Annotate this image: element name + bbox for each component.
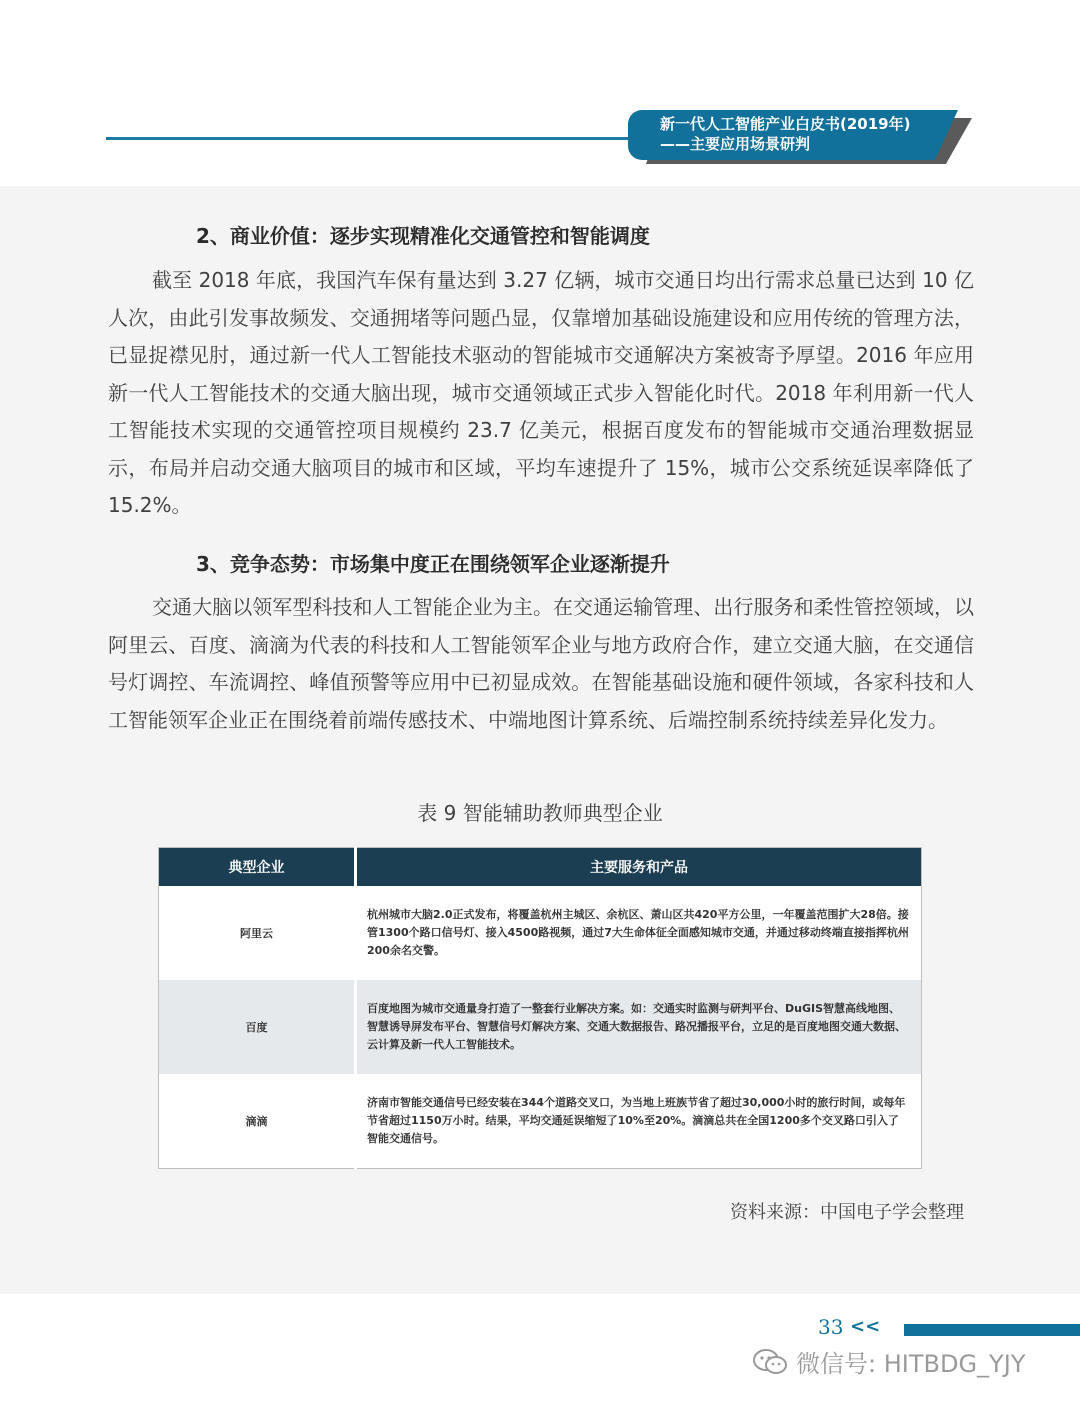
- header-rule: [106, 137, 646, 140]
- company-description: 杭州城市大脑2.0正式发布，将覆盖杭州主城区、余杭区、萧山区共420平方公里，一年覆盖范围扩大28倍。接管1300个路口信号灯、接入4500路视频，通过7大生命体征全面感知城市交通，并通过移动终端直接指挥杭州200余名交警。: [356, 886, 922, 980]
- page-number: 33: [818, 1315, 844, 1339]
- document-title-line2: ——主要应用场景研判: [660, 135, 811, 153]
- section-2-paragraph: 截至 2018 年底，我国汽车保有量达到 3.27 亿辆，城市交通日均出行需求总量已达到 10 亿人次，由此引发事故频发、交通拥堵等问题凸显，仅靠增加基础设施建设和应用传统的管理方法，已显捉襟见肘，通过新一代人工智能技术驱动的智能城市交通解决方案被寄予厚望。2016 年应用新一代人工智能技术的交通大脑出现，城市交通领域正式步入智能化时代。2018 年利用新一代人工智能技术实现的交通管控项目规模约 23.7 亿美元，根据百度发布的智能城市交通治理数据显示，布局并启动交通大脑项目的城市和区域，平均车速提升了 15%，城市公交系统延误率降低了 15.2%。: [108, 268, 974, 517]
- table-row: [159, 886, 922, 980]
- section-2-heading: 2、商业价值：逐步实现精准化交通管控和智能调度: [196, 224, 650, 248]
- table-source-note: 资料来源：中国电子学会整理: [730, 1202, 964, 1223]
- company-description: 济南市智能交通信号已经安装在344个道路交叉口，为当地上班族节省了超过30,000小时的旅行时间，或每年节省超过1150万小时。结果，平均交通延误缩短了10%至20%。滴滴总共在全国1200多个交叉路口引入了智能交通信号。: [356, 1074, 922, 1169]
- table-row: [159, 1074, 922, 1169]
- table-header-products: 主要服务和产品: [356, 848, 922, 887]
- table-row: [159, 980, 922, 1074]
- wechat-watermark: [752, 1344, 1025, 1379]
- page-arrows-icon: <<: [850, 1316, 881, 1337]
- document-title: [660, 114, 950, 154]
- watermark-text: 微信号: HITBDG_YJY: [796, 1350, 1026, 1378]
- company-name: 滴滴: [159, 1074, 356, 1169]
- company-name: 百度: [159, 980, 356, 1074]
- companies-table: [158, 847, 922, 1169]
- table-header-company: 典型企业: [159, 848, 356, 887]
- table-header-row: [159, 848, 922, 887]
- wechat-icon: [752, 1348, 788, 1376]
- table-caption: 表 9 智能辅助教师典型企业: [417, 801, 663, 825]
- document-title-line1: 新一代人工智能产业白皮书(2019年): [660, 115, 911, 133]
- company-name: 阿里云: [159, 886, 356, 980]
- section-3-paragraph: 交通大脑以领军型科技和人工智能企业为主。在交通运输管理、出行服务和柔性管控领域，以阿里云、百度、滴滴为代表的科技和人工智能领军企业与地方政府合作，建立交通大脑，在交通信号灯调控、车流调控、峰值预警等应用中已初显成效。在智能基础设施和硬件领域，各家科技和人工智能领军企业正在围绕着前端传感技术、中端地图计算系统、后端控制系统持续差异化发力。: [108, 595, 974, 732]
- section-3-heading: 3、竞争态势：市场集中度正在围绕领军企业逐渐提升: [196, 552, 670, 576]
- footer-bar: [904, 1324, 1080, 1336]
- company-description: 百度地图为城市交通量身打造了一整套行业解决方案。如：交通实时监测与研判平台、DuGIS智慧高线地图、智慧诱导屏发布平台、智慧信号灯解决方案、交通大数据报告、路况播报平台，立足的是百度地图交通大数据、云计算及新一代人工智能技术。: [356, 980, 922, 1074]
